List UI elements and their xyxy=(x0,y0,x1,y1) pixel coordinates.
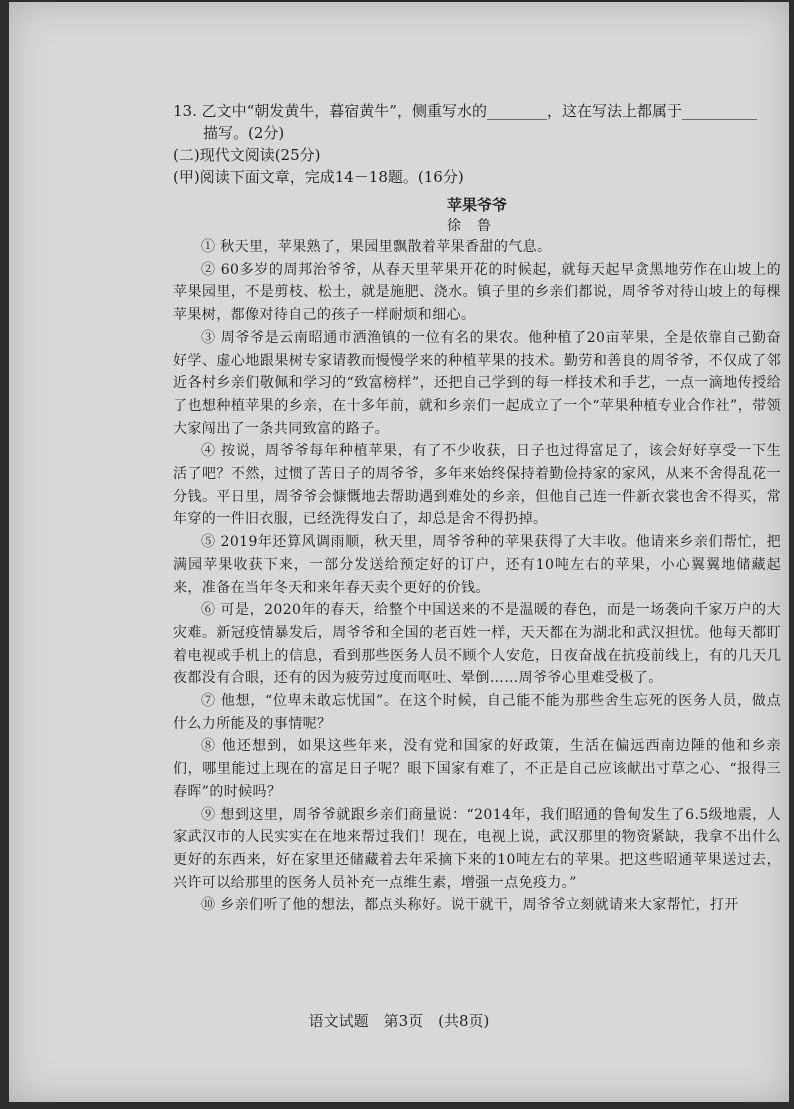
paragraph-7: ⑦ 他想，“位卑未敢忘忧国”。在这个时候，自己能不能为那些舍生忘死的医务人员，做点什么力所能及的事情呢？ xyxy=(173,693,781,732)
question-13 xyxy=(173,100,781,144)
paragraph-2: ② 60多岁的周邦治爷爷，从春天里苹果开花的时候起，就每天起早贪黑地劳作在山坡上的苹果园里，不是剪枝、松土，就是施肥、浇水。镇子里的乡亲们都说，周爷爷对待山坡上的每棵苹果树，都像对待自己的孩子一样耐烦和细心。 xyxy=(173,261,781,324)
paragraph-6: ⑥ 可是，2020年的春天，给整个中国送来的不是温暖的春色，而是一场袭向千家万户的大灾难。新冠疫情暴发后，周爷爷和全国的老百姓一样，天天都在为湖北和武汉担忧。他每天都盯着电视或手机上的信息，看到那些医务人员不顾个人安危，日夜奋战在抗疫前线上，有的几天几夜都没有合眼，还有的因为疲劳过度而呕吐、晕倒……周爷爷心里难受极了。 xyxy=(173,602,781,687)
paragraph-4: ④ 按说，周爷爷每年种植苹果，有了不少收获，日子也过得富足了，该会好好享受一下生活了吧？不然，过惯了苦日子的周爷爷，多年来始终保持着勤俭持家的家风，从来不舍得乱花一分钱。平日里，周爷爷会慷慨地去帮助遇到难处的乡亲，但他自己连一件新衣裳也舍不得买，常年穿的一件旧衣服，已经洗得发白了，却总是舍不得扔掉。 xyxy=(173,443,781,528)
article-title: 苹果爷爷 xyxy=(446,196,507,214)
paragraph-9: ⑨ 想到这里，周爷爷就跟乡亲们商量说：“2014年，我们昭通的鲁甸发生了6.5级地震，人家武汉市的人民实实在在地来帮过我们！现在，电视上说，武汉那里的物资紧缺，我拿不出什么更好的东西来，好在家里还储藏着去年采摘下来的10吨左右的苹果。把这些昭通苹果送过去，兴许可以给那里的医务人员补充一点维生素，增强一点免疫力。” xyxy=(173,806,781,891)
paragraph-1: ① 秋天里，苹果熟了，果园里飘散着苹果香甜的气息。 xyxy=(201,239,552,255)
page-content xyxy=(173,100,781,917)
question-13-line-1: 13. 乙文中“朝发黄牛，暮宿黄牛”，侧重写水的________，这在写法上都属于__________ xyxy=(173,102,757,120)
paragraph-3: ③ 周爷爷是云南昭通市洒渔镇的一位有名的果农。他种植了20亩苹果，全是依靠自己勤奋好学、虚心地跟果树专家请教而慢慢学来的种植苹果的技术。勤劳和善良的周爷爷，不仅成了邻近各村乡亲们敬佩和学习的“致富榜样”，还把自己学到的每一样技术和手艺，一点一滴地传授给了也想种植苹果的乡亲，在十多年前，就和乡亲们一起成立了一个“苹果种植专业合作社”，带领大家闯出了一条共同致富的路子。 xyxy=(173,329,781,437)
exam-paper xyxy=(9,2,789,1102)
paragraph-10: ⑩ 乡亲们听了他的想法，都点头称好。说干就干，周爷爷立刻就请来大家帮忙，打开 xyxy=(201,897,739,914)
paragraph-5: ⑤ 2019年还算风调雨顺，秋天里，周爷爷种的苹果获得了大丰收。他请来乡亲们帮忙，把满园苹果收获下来，一部分发送给预定好的订户，还有10吨左右的苹果，小心翼翼地储藏起来，准备在当年冬天和来年春天卖个更好的价钱。 xyxy=(173,534,781,596)
question-13-line-2: 描写。(2分) xyxy=(203,124,285,142)
page-footer: 语文试题 第3页 (共8页) xyxy=(308,1012,490,1030)
paragraph-8: ⑧ 他还想到，如果这些年来，没有党和国家的好政策，生活在偏远西南边陲的他和乡亲们，哪里能过上现在的富足日子呢？眼下国家有难了，不正是自己应该献出寸草之心、“报得三春晖”的时候吗？ xyxy=(173,738,781,800)
section-heading: (二)现代文阅读(25分) xyxy=(173,146,321,164)
article-author: 徐鲁 xyxy=(447,218,507,234)
part-heading: (甲)阅读下面文章，完成14－18题。(16分) xyxy=(173,168,464,186)
